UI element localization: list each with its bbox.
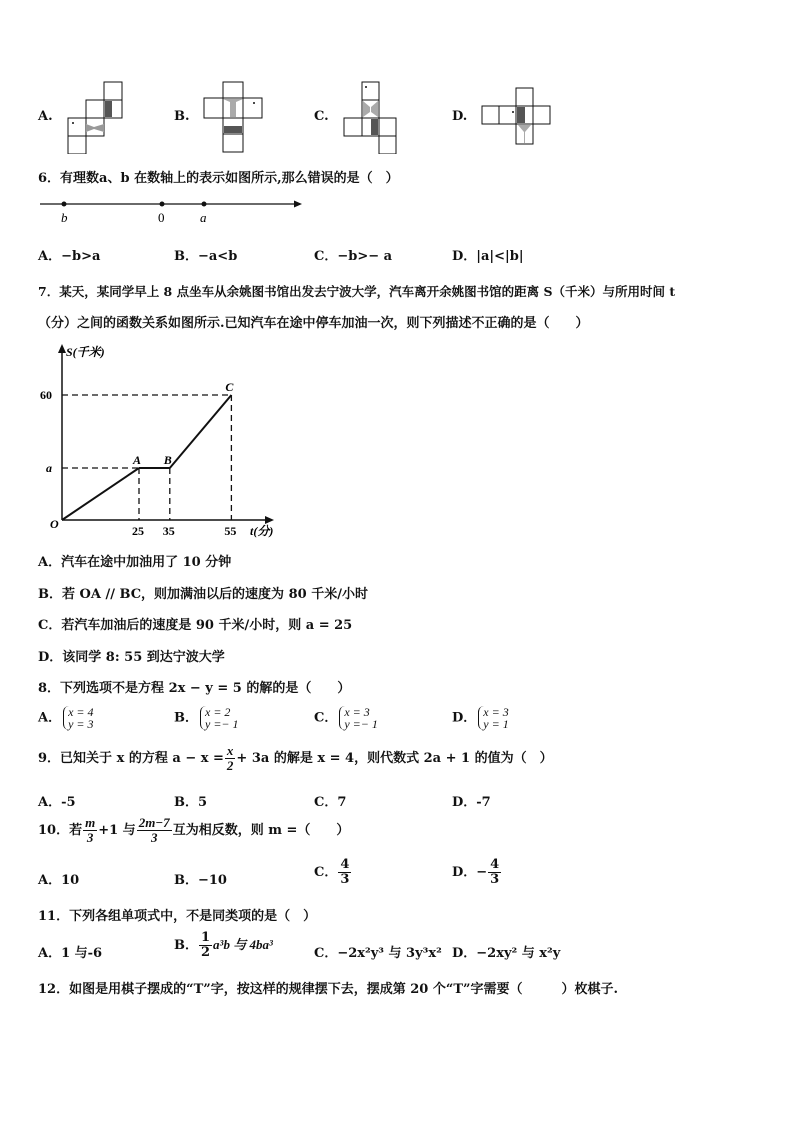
q10-option-d: D．− $\frac{4}{3}$ — [452, 857, 500, 887]
q6-option-b: B．−a<b — [174, 249, 238, 264]
x-axis-arrow-icon — [265, 516, 274, 524]
q5-option-c-label: C. — [314, 109, 329, 124]
q6-option-c: C．−b>− a — [314, 249, 393, 264]
x-tick-35: 35 — [162, 524, 175, 538]
q8-option-a-system: x = 4 y = 3 — [63, 706, 93, 730]
q7-option-b: B．若 OA // BC，则加满油以后的速度为 80 千米/小时 — [38, 587, 368, 602]
q9-fraction: $\frac{x}{2}$ — [226, 743, 234, 773]
q8-option-c-system: x = 3 y =− 1 — [339, 706, 378, 730]
q9-option-d: D．-7 — [452, 795, 491, 810]
label-zero: 0 — [158, 210, 165, 225]
q11-option-b: B． $\frac{1}{2}$ a³b 与 4ba³ — [174, 930, 273, 960]
q8-option-a — [38, 706, 94, 730]
point-label-A: A — [133, 453, 142, 467]
point-zero — [160, 202, 165, 207]
q7-stem-line1: 7．某天，某同学早上 8 点坐车从余姚图书馆出发去宁波大学，汽车离开余姚图书馆的距离 S（千米）与所用时间 t — [38, 284, 676, 299]
q5-net-b — [202, 80, 266, 154]
x-axis-label: t(分) — [250, 524, 274, 538]
q5-option-d-label: D. — [452, 109, 468, 124]
segment-BC — [170, 395, 232, 468]
q7-stem-line2: （分）之间的函数关系如图所示.已知汽车在途中停车加油一次，则下列描述不正确的是（ ） — [38, 316, 589, 331]
x-tick-25: 25 — [132, 524, 144, 538]
point-label-B: B — [163, 453, 172, 467]
q10-option-c: C． $\frac{4}{3}$ — [314, 857, 350, 887]
label-a: a — [200, 210, 207, 225]
q7-option-c: C．若汽车加油后的速度是 90 千米/小时，则 a = 25 — [38, 618, 353, 633]
q7-chart — [38, 342, 288, 542]
q8-stem: 8．下列选项不是方程 2x − y = 5 的解的是（ ） — [38, 681, 351, 696]
number-line-arrow-icon — [294, 201, 302, 208]
q9-option-b: B．5 — [174, 795, 208, 810]
q9-stem: 9．已知关于 x 的方程 a − x = $\frac{x}{2}$ + 3a 的解是 x = 4，则代数式 2a + 1 的值为（ ） — [38, 743, 553, 773]
q5-option-b-label: B. — [174, 109, 190, 124]
q9-option-a: A．-5 — [38, 795, 76, 810]
point-label-O: O — [50, 517, 59, 531]
q10-option-b: B．−10 — [174, 873, 227, 888]
q8-option-c-letter: C． — [314, 710, 338, 726]
q5-net-c — [342, 80, 398, 154]
label-b: b — [61, 210, 68, 225]
q8-option-b-letter: B． — [174, 710, 198, 726]
q5-net-d — [478, 86, 556, 148]
q11-stem: 11．下列各组单项式中，不是同类项的是（ ） — [38, 909, 317, 924]
q8-option-b — [174, 706, 239, 730]
y-tick-60: 60 — [40, 388, 52, 402]
q10-fraction-1: $\frac{m}{3}$ — [85, 815, 96, 845]
q7-option-d: D．该同学 8: 55 到达宁波大学 — [38, 650, 225, 665]
q6-option-a: A．−b>a — [38, 249, 101, 264]
q6-stem: 6．有理数a、b 在数轴上的表示如图所示,那么错误的是（ ） — [38, 171, 399, 186]
q6-option-d: D．|a|<|b| — [452, 249, 524, 264]
point-b — [62, 202, 67, 207]
q8-option-b-system: x = 2 y =− 1 — [200, 706, 239, 730]
q8-option-a-letter: A． — [38, 710, 62, 726]
q8-option-d-letter: D． — [452, 710, 477, 726]
q12-stem: 12．如图是用棋子摆成的“T”字，按这样的规律摆下去，摆成第 20 个“T”字需要（ ）枚棋子. — [38, 982, 619, 997]
q6-number-line — [38, 196, 308, 226]
q10-fraction-2: $\frac{2m-7}{3}$ — [138, 815, 170, 845]
y-tick-a: a — [46, 461, 52, 475]
q10-option-a: A．10 — [38, 873, 80, 888]
q8-option-d-system: x = 3 y = 1 — [478, 706, 508, 730]
q5-option-a-label: A. — [38, 109, 53, 124]
q8-option-d — [452, 706, 509, 730]
q11-option-d: D．−2xy² 与 x²y — [452, 946, 561, 961]
q9-option-c: C．7 — [314, 795, 347, 810]
q11-option-a: A．1 与-6 — [38, 946, 103, 961]
segment-OA — [62, 468, 139, 520]
q8-option-c — [314, 706, 378, 730]
y-axis-arrow-icon — [58, 344, 66, 353]
point-a — [202, 202, 207, 207]
point-label-C: C — [225, 380, 234, 394]
x-tick-55: 55 — [224, 524, 237, 538]
q5-net-a — [64, 80, 124, 154]
y-axis-label: S(千米) — [66, 345, 105, 359]
q11-option-c: C．−2x²y³ 与 3y³x² — [314, 946, 442, 961]
q7-option-a: A．汽车在途中加油用了 10 分钟 — [38, 555, 232, 570]
q10-stem: 10．若 $\frac{m}{3}$ +1 与 $\frac{2m-7}{3}$ 互为相反数，则 m =（ ） — [38, 815, 350, 845]
